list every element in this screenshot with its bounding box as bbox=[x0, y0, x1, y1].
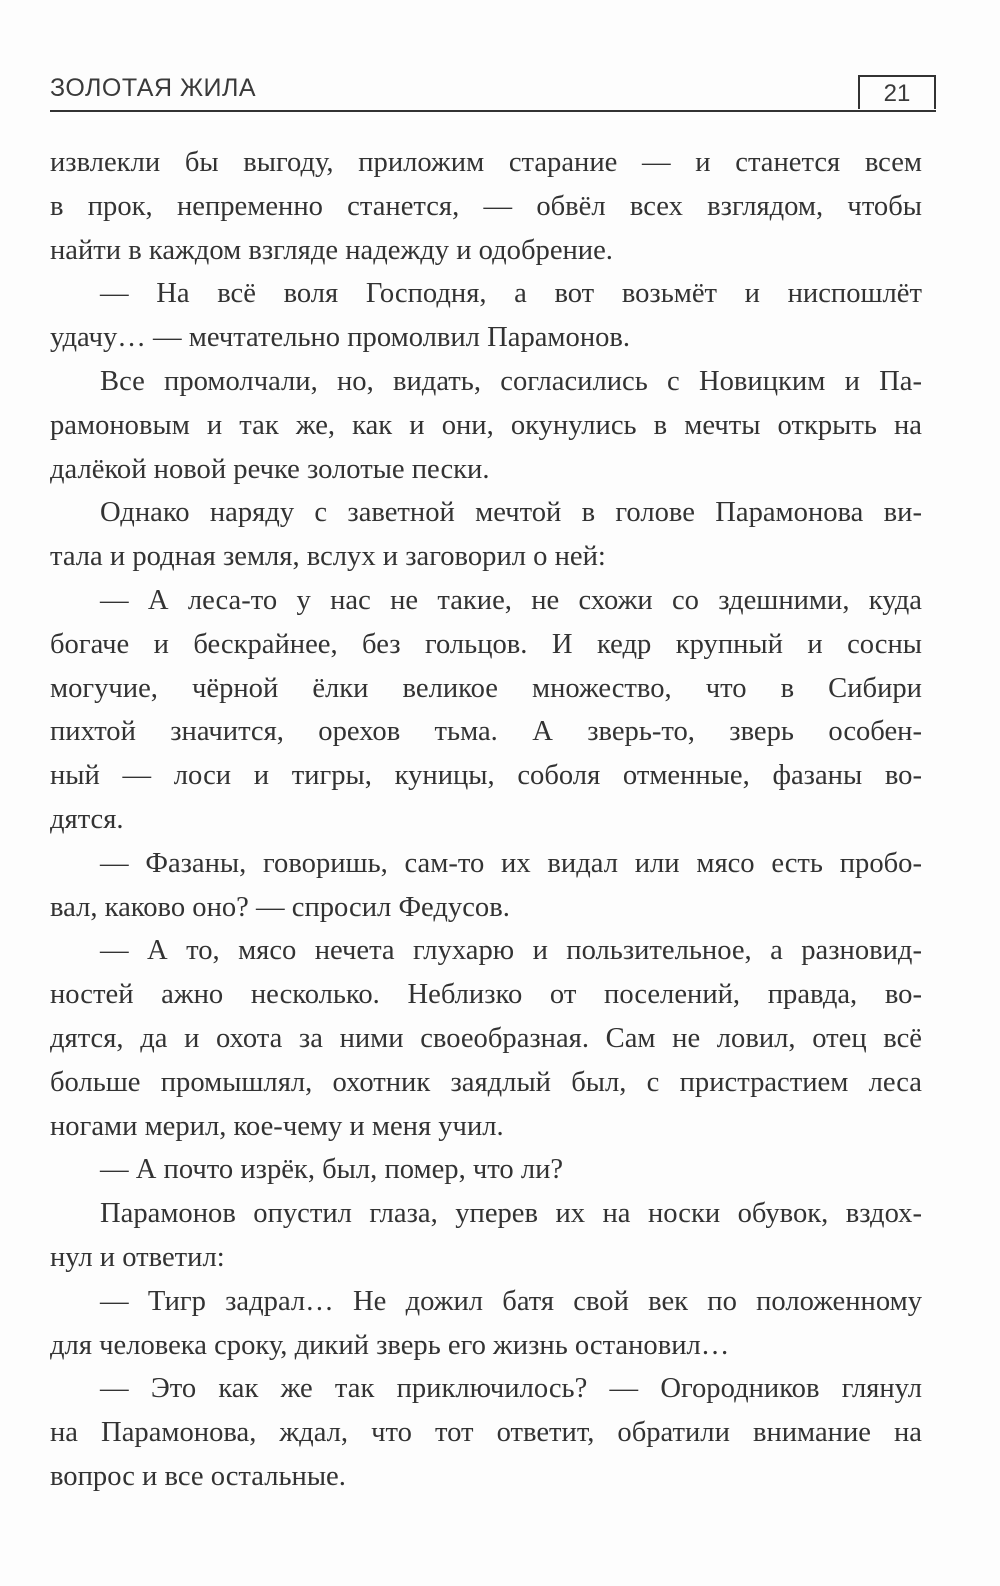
text-line: удачу… — мечтательно промолвил Парамонов. bbox=[50, 322, 631, 354]
running-header bbox=[50, 72, 936, 112]
text-line: — А почто изрёк, был, помер, что ли? bbox=[100, 1154, 564, 1186]
text-line: вал, каково оно? — спросил Федусов. bbox=[50, 891, 510, 923]
text-line: Парамонов опустил глаза, уперев их на носки обувок, вздох- bbox=[100, 1198, 922, 1230]
text-line: ногами мерил, кое-чему и меня учил. bbox=[50, 1110, 504, 1142]
text-line: Однако наряду с заветной мечтой в голове Парамонова ви- bbox=[100, 497, 922, 529]
text-line: найти в каждом взгляде надежду и одобрение. bbox=[50, 234, 613, 266]
text-line: больше промышлял, охотник заядлый был, с пристрастием леса bbox=[50, 1066, 922, 1098]
text-line: — Это как же так приключилось? — Огородников глянул bbox=[100, 1373, 922, 1405]
text-line: ный — лоси и тигры, куницы, соболя отменные, фазаны во- bbox=[50, 760, 922, 792]
text-line: нул и ответил: bbox=[50, 1241, 225, 1273]
text-line: пихтой значится, орехов тьма. А зверь-то, зверь особен- bbox=[50, 716, 922, 748]
text-line: на Парамонова, ждал, что тот ответит, обратили внимание на bbox=[50, 1417, 922, 1449]
text-line: — А леса-то у нас не такие, не схожи со здешними, куда bbox=[100, 584, 922, 616]
text-line: рамоновым и так же, как и они, окунулись в мечты открыть на bbox=[50, 409, 922, 441]
text-line: — На всё воля Господня, а вот возьмёт и ниспошлёт bbox=[100, 278, 922, 310]
text-line: могучие, чёрной ёлки великое множество, что в Сибири bbox=[50, 672, 922, 704]
text-line: тала и родная земля, вслух и заговорил о ней: bbox=[50, 541, 606, 573]
text-line: ностей ажно несколько. Неблизко от поселений, правда, во- bbox=[50, 979, 922, 1011]
text-line: богаче и бескрайнее, без гольцов. И кедр крупный и сосны bbox=[50, 628, 922, 660]
text-line: дятся. bbox=[50, 803, 124, 835]
body-text bbox=[50, 141, 922, 1499]
page-number: 21 bbox=[858, 75, 936, 109]
text-line: вопрос и все остальные. bbox=[50, 1460, 346, 1492]
text-line: — Фазаны, говоришь, сам-то их видал или мясо есть пробо- bbox=[100, 847, 922, 879]
text-line: — А то, мясо нечета глухарю и пользительное, а разновид- bbox=[100, 935, 922, 967]
text-line: дятся, да и охота за ними своеобразная. Сам не ловил, отец всё bbox=[50, 1022, 922, 1054]
chapter-title: ЗОЛОТАЯ ЖИЛА bbox=[50, 74, 257, 102]
text-line: Все промолчали, но, видать, согласились с Новицким и Па- bbox=[100, 365, 922, 397]
text-line: далёкой новой речке золотые пески. bbox=[50, 453, 490, 485]
text-line: — Тигр задрал… Не дожил батя свой век по положенному bbox=[100, 1285, 922, 1317]
text-line: для человека сроку, дикий зверь его жизнь остановил… bbox=[50, 1329, 730, 1361]
text-line: в прок, непременно станется, — обвёл всех взглядом, чтобы bbox=[50, 190, 922, 222]
text-line: извлекли бы выгоду, приложим старание — и станется всем bbox=[50, 147, 922, 178]
